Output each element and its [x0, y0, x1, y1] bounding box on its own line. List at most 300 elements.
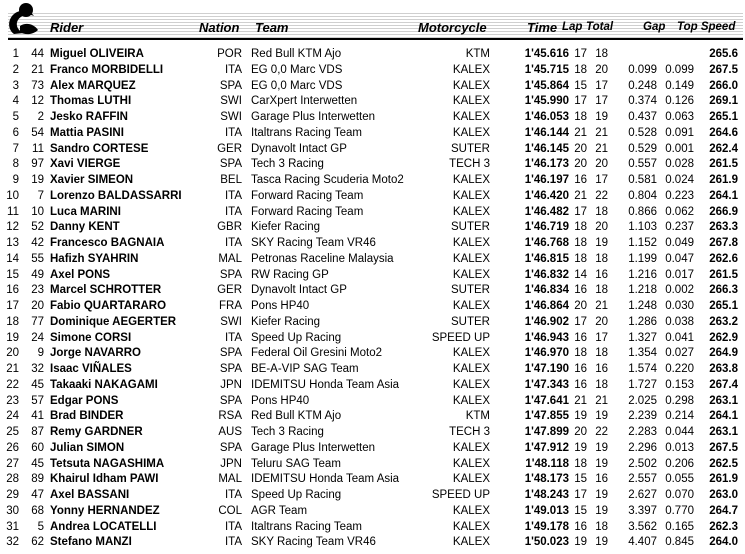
table-row [0, 157, 745, 173]
total-laps: 20 [595, 221, 608, 234]
lap-time: 1'50.023 [524, 536, 569, 549]
lap-time: 1'47.641 [524, 394, 569, 407]
lap-time: 1'45.864 [524, 79, 569, 92]
position: 2 [12, 63, 19, 76]
gap-to-leader: 0.248 [628, 79, 657, 92]
motorcycle-rider-icon [0, 0, 50, 44]
team-name: Garage Plus Interwetten [251, 441, 376, 454]
total-laps: 19 [595, 410, 608, 423]
rider-name: Mattia PASINI [50, 126, 124, 139]
lap-number: 16 [574, 331, 587, 344]
header-team: Team [255, 20, 289, 35]
team-name: CarXpert Interwetten [251, 95, 358, 108]
gap-to-previous: 0.126 [665, 95, 694, 108]
table-row [0, 283, 745, 299]
motorcycle: KALEX [452, 252, 490, 265]
table-row [0, 268, 745, 284]
position: 13 [6, 237, 19, 249]
table-row [0, 205, 745, 221]
rider-number: 42 [31, 237, 44, 249]
total-laps: 22 [595, 426, 608, 438]
position: 15 [6, 268, 19, 281]
table-row [0, 189, 745, 205]
nation: JPN [220, 457, 242, 470]
rider-name: Marcel SCHROTTER [50, 284, 162, 297]
gap-to-leader: 0.557 [628, 158, 657, 171]
position: 26 [6, 441, 19, 454]
total-laps: 18 [595, 378, 608, 391]
top-speed: 264.9 [709, 347, 738, 360]
total-laps: 18 [595, 48, 608, 60]
lap-time: 1'46.970 [524, 347, 569, 360]
team-name: Garage Plus Interwetten [251, 111, 376, 123]
nation: COL [218, 504, 242, 517]
team-name: Forward Racing Team [251, 189, 364, 202]
top-speed: 264.6 [709, 126, 738, 139]
nation: SPA [219, 268, 242, 281]
top-speed: 261.9 [709, 174, 738, 186]
team-name: Red Bull KTM Ajo [251, 48, 342, 60]
rider-name: Franco MORBIDELLI [50, 63, 164, 76]
rider-number: 9 [37, 347, 44, 360]
rider-name: Stefano MANZI [50, 536, 132, 549]
lap-number: 15 [574, 79, 587, 92]
lap-number: 17 [574, 489, 587, 501]
gap-to-leader: 0.099 [628, 63, 657, 76]
gap-to-leader: 2.502 [628, 457, 657, 470]
motorcycle: SUTER [451, 315, 490, 328]
motorcycle: TECH 3 [449, 158, 490, 171]
gap-to-leader: 1.248 [628, 300, 657, 312]
total-laps: 18 [595, 347, 608, 360]
position: 27 [6, 457, 19, 470]
position: 23 [6, 394, 19, 407]
team-name: RW Racing GP [251, 268, 329, 281]
header-top-speed: Top Speed [677, 21, 736, 33]
position: 5 [12, 111, 19, 123]
lap-time: 1'46.832 [524, 268, 569, 281]
top-speed: 264.1 [709, 189, 738, 202]
lap-number: 16 [574, 363, 587, 375]
lap-time: 1'45.715 [524, 63, 569, 76]
rider-number: 68 [31, 504, 44, 517]
lap-number: 20 [574, 158, 587, 171]
lap-time: 1'46.173 [524, 158, 569, 171]
total-laps: 22 [595, 189, 608, 202]
gap-to-previous: 0.298 [665, 394, 694, 407]
lap-time: 1'45.990 [524, 95, 569, 108]
rider-name: Tetsuta NAGASHIMA [50, 457, 165, 470]
team-name: AGR Team [251, 504, 308, 517]
position: 32 [6, 536, 19, 549]
lap-number: 18 [574, 111, 587, 123]
rider-number: 97 [31, 158, 44, 171]
motorcycle: SUTER [451, 142, 490, 155]
top-speed: 263.8 [709, 363, 738, 375]
team-name: SKY Racing Team VR46 [251, 237, 376, 249]
nation: MAL [218, 252, 242, 265]
lap-number: 18 [574, 221, 587, 234]
lap-number: 18 [574, 63, 587, 76]
table-row [0, 126, 745, 142]
top-speed: 264.7 [709, 504, 738, 517]
gap-to-leader: 4.407 [628, 536, 657, 549]
team-name: Tasca Racing Scuderia Moto2 [251, 174, 404, 186]
top-speed: 263.0 [709, 489, 738, 501]
total-laps: 18 [595, 520, 608, 533]
rider-name: Xavi VIERGE [50, 158, 121, 171]
rider-number: 41 [31, 410, 44, 423]
table-row [0, 346, 745, 362]
team-name: Tech 3 Racing [251, 426, 324, 438]
lap-time: 1'49.178 [524, 520, 569, 533]
table-row [0, 220, 745, 236]
gap-to-leader: 1.286 [628, 315, 657, 328]
rider-name: Jorge NAVARRO [50, 347, 141, 360]
table-row [0, 79, 745, 95]
lap-number: 19 [574, 441, 587, 454]
team-name: SKY Racing Team VR46 [251, 536, 376, 549]
top-speed: 263.1 [709, 394, 738, 407]
top-speed: 265.1 [709, 111, 738, 123]
rider-name: Alex MARQUEZ [50, 79, 136, 92]
lap-number: 15 [574, 504, 587, 517]
rider-name: Khairul Idham PAWI [50, 473, 159, 486]
nation: SPA [219, 363, 242, 375]
team-name: Forward Racing Team [251, 205, 364, 218]
lap-time: 1'48.243 [524, 489, 569, 501]
nation: SPA [219, 347, 242, 360]
gap-to-previous: 0.001 [665, 142, 694, 155]
gap-to-previous: 0.237 [665, 221, 694, 234]
position: 19 [6, 331, 19, 344]
team-name: Italtrans Racing Team [251, 126, 363, 139]
top-speed: 261.5 [709, 158, 738, 171]
table-row [0, 488, 745, 504]
motorcycle: KALEX [452, 504, 490, 517]
rider-number: 89 [31, 473, 44, 486]
gap-to-leader: 1.574 [628, 363, 657, 375]
gap-to-leader: 0.374 [628, 95, 657, 108]
lap-time: 1'46.864 [524, 300, 569, 312]
top-speed: 262.6 [709, 252, 738, 265]
rider-name: Danny KENT [50, 221, 120, 234]
motorcycle: KTM [465, 48, 490, 60]
lap-time: 1'46.943 [524, 331, 569, 344]
lap-time: 1'46.145 [524, 142, 569, 155]
gap-to-leader: 1.218 [628, 284, 657, 297]
lap-time: 1'46.834 [524, 284, 569, 297]
motorcycle: KALEX [452, 95, 490, 108]
header-total: Total [586, 21, 614, 33]
nation: AUS [218, 426, 242, 438]
table-header [0, 0, 745, 44]
gap-to-leader: 0.866 [628, 205, 657, 218]
table-row [0, 94, 745, 110]
table-row [0, 315, 745, 331]
motorcycle: KALEX [452, 126, 490, 139]
lap-number: 20 [574, 300, 587, 312]
rider-number: 44 [31, 48, 44, 60]
gap-to-previous: 0.214 [665, 410, 694, 423]
gap-to-previous: 0.028 [665, 158, 694, 171]
top-speed: 267.5 [709, 441, 738, 454]
rider-number: 19 [31, 174, 44, 186]
rider-number: 21 [31, 63, 44, 76]
gap-to-previous: 0.070 [665, 489, 694, 501]
lap-number: 16 [574, 174, 587, 186]
top-speed: 269.1 [709, 95, 738, 108]
lap-time: 1'47.190 [524, 363, 569, 375]
table-row [0, 110, 745, 126]
table-row [0, 378, 745, 394]
nation: SWI [220, 111, 242, 123]
motorcycle: KALEX [452, 189, 490, 202]
rider-name: Jesko RAFFIN [50, 111, 128, 123]
gap-to-leader: 2.627 [628, 489, 657, 501]
rider-name: Andrea LOCATELLI [50, 520, 157, 533]
team-name: EG 0,0 Marc VDS [251, 79, 343, 92]
gap-to-previous: 0.206 [665, 457, 694, 470]
table-row [0, 457, 745, 473]
table-row [0, 504, 745, 520]
rider-number: 57 [31, 394, 44, 407]
total-laps: 19 [595, 111, 608, 123]
lap-time: 1'46.420 [524, 189, 569, 202]
team-name: Speed Up Racing [251, 331, 342, 344]
team-name: Kiefer Racing [251, 221, 321, 234]
gap-to-previous: 0.063 [665, 111, 694, 123]
nation: MAL [218, 473, 242, 486]
total-laps: 17 [595, 331, 608, 344]
lap-time: 1'48.173 [524, 473, 569, 486]
gap-to-leader: 0.529 [628, 142, 657, 155]
position: 24 [6, 410, 19, 423]
lap-number: 17 [574, 315, 587, 328]
total-laps: 20 [595, 315, 608, 328]
header-gap: Gap [643, 21, 666, 33]
position: 3 [12, 79, 19, 92]
position: 21 [6, 363, 19, 375]
motorcycle: KALEX [452, 268, 490, 281]
team-name: IDEMITSU Honda Team Asia [251, 378, 400, 391]
total-laps: 19 [595, 457, 608, 470]
lap-number: 14 [574, 268, 587, 281]
motorcycle: KALEX [452, 378, 490, 391]
lap-time: 1'46.902 [524, 315, 569, 328]
gap-to-previous: 0.845 [665, 536, 694, 549]
motorcycle: KALEX [452, 363, 490, 375]
lap-number: 15 [574, 473, 587, 486]
position: 6 [12, 126, 19, 139]
position: 11 [7, 205, 19, 218]
lap-time: 1'46.197 [524, 174, 569, 186]
motorcycle: KALEX [452, 473, 490, 486]
gap-to-previous: 0.038 [665, 315, 694, 328]
lap-number: 16 [574, 520, 587, 533]
nation: JPN [220, 378, 242, 391]
rider-name: Xavier SIMEON [50, 174, 134, 186]
gap-to-previous: 0.062 [665, 205, 694, 218]
total-laps: 18 [595, 205, 608, 218]
team-name: EG 0,0 Marc VDS [251, 63, 343, 76]
lap-time: 1'46.053 [524, 111, 569, 123]
table-row [0, 394, 745, 410]
lap-number: 21 [574, 126, 587, 139]
rider-number: 12 [31, 95, 44, 108]
team-name: Pons HP40 [251, 394, 310, 407]
total-laps: 21 [595, 142, 608, 155]
rider-number: 52 [31, 221, 44, 234]
position: 14 [6, 252, 19, 265]
table-row [0, 142, 745, 158]
table-row [0, 441, 745, 457]
top-speed: 262.9 [709, 331, 738, 344]
gap-to-previous: 0.030 [665, 300, 694, 312]
motorcycle: KALEX [452, 174, 490, 186]
table-row [0, 331, 745, 347]
position: 16 [6, 284, 19, 297]
lap-number: 17 [574, 205, 587, 218]
lap-time: 1'47.343 [524, 378, 569, 391]
top-speed: 266.3 [709, 284, 738, 297]
gap-to-leader: 1.354 [628, 347, 657, 360]
motorcycle: SPEED UP [431, 331, 490, 344]
team-name: Speed Up Racing [251, 489, 342, 501]
lap-time: 1'46.815 [524, 252, 569, 265]
rider-number: 47 [31, 489, 44, 501]
rider-number: 45 [31, 457, 44, 470]
rider-number: 62 [31, 536, 44, 549]
results-table [0, 47, 745, 551]
table-row [0, 425, 745, 441]
lap-time: 1'46.482 [524, 205, 569, 218]
gap-to-previous: 0.055 [665, 473, 694, 486]
nation: ITA [224, 536, 242, 549]
rider-name: Julian SIMON [50, 441, 125, 454]
nation: BEL [220, 174, 242, 186]
lap-number: 18 [574, 237, 587, 249]
position: 18 [6, 315, 19, 328]
rider-name: Fabio QUARTARARO [50, 300, 167, 312]
position: 20 [6, 347, 19, 360]
table-row [0, 535, 745, 551]
rider-name: Thomas LUTHI [50, 95, 132, 108]
nation: ITA [224, 237, 242, 249]
rider-number: 49 [31, 268, 44, 281]
top-speed: 265.6 [709, 48, 738, 60]
gap-to-previous: 0.153 [665, 378, 694, 391]
lap-number: 20 [574, 426, 587, 438]
position: 28 [6, 473, 19, 486]
gap-to-previous: 0.091 [665, 126, 694, 139]
rider-name: Francesco BAGNAIA [50, 237, 165, 249]
rider-number: 55 [31, 252, 44, 265]
rider-name: Isaac VIÑALES [50, 363, 132, 375]
top-speed: 262.5 [709, 457, 738, 470]
nation: ITA [224, 63, 242, 76]
rider-name: Yonny HERNANDEZ [50, 504, 160, 517]
rider-number: 2 [37, 111, 44, 123]
top-speed: 263.3 [709, 221, 738, 234]
table-row [0, 362, 745, 378]
nation: ITA [224, 189, 242, 202]
total-laps: 21 [595, 300, 608, 312]
nation: ITA [224, 489, 242, 501]
position: 8 [12, 158, 19, 171]
nation: FRA [219, 300, 242, 312]
top-speed: 263.2 [709, 315, 738, 328]
top-speed: 267.5 [709, 63, 738, 76]
lap-time: 1'48.118 [525, 457, 569, 470]
team-name: Red Bull KTM Ajo [251, 410, 342, 423]
header-stripes [8, 12, 743, 38]
rider-number: 45 [31, 378, 44, 391]
nation: SPA [219, 158, 242, 171]
header-nation: Nation [199, 20, 240, 35]
gap-to-previous: 0.770 [665, 504, 694, 517]
table-row [0, 173, 745, 189]
lap-number: 19 [574, 410, 587, 423]
total-laps: 16 [595, 473, 608, 486]
lap-number: 21 [574, 189, 587, 202]
position: 31 [6, 520, 19, 533]
motorcycle: KTM [465, 410, 490, 423]
rider-name: Takaaki NAKAGAMI [50, 378, 158, 391]
nation: GER [217, 284, 242, 297]
rider-number: 24 [31, 331, 44, 344]
table-row [0, 299, 745, 315]
gap-to-leader: 2.283 [628, 426, 657, 438]
gap-to-leader: 3.397 [628, 504, 657, 517]
nation: GER [217, 142, 242, 155]
rider-number: 77 [31, 315, 44, 328]
top-speed: 261.5 [709, 268, 738, 281]
header-motorcycle: Motorcycle [418, 20, 487, 35]
total-laps: 17 [595, 79, 608, 92]
position: 10 [6, 189, 19, 202]
total-laps: 19 [595, 504, 608, 517]
motorcycle: SUTER [451, 284, 490, 297]
rider-name: Hafizh SYAHRIN [50, 252, 139, 265]
rider-number: 87 [31, 426, 44, 438]
gap-to-leader: 0.581 [628, 174, 657, 186]
gap-to-previous: 0.220 [665, 363, 694, 375]
rider-number: 73 [31, 79, 44, 92]
total-laps: 19 [595, 536, 608, 549]
lap-time: 1'47.912 [524, 441, 569, 454]
rider-name: Axel BASSANI [50, 489, 130, 501]
table-row [0, 47, 745, 63]
gap-to-leader: 1.727 [628, 378, 657, 391]
position: 9 [12, 174, 19, 186]
nation: ITA [224, 205, 242, 218]
position: 7 [12, 142, 19, 155]
motorcycle: KALEX [452, 536, 490, 549]
gap-to-leader: 1.199 [628, 252, 657, 265]
position: 29 [6, 489, 19, 501]
team-name: Pons HP40 [251, 300, 310, 312]
gap-to-previous: 0.013 [665, 441, 694, 454]
top-speed: 264.0 [709, 536, 738, 549]
motorcycle: KALEX [452, 205, 490, 218]
gap-to-leader: 1.327 [628, 331, 657, 344]
team-name: IDEMITSU Honda Team Asia [251, 473, 400, 486]
motorcycle: KALEX [452, 441, 490, 454]
rider-name: Remy GARDNER [50, 426, 143, 438]
team-name: Teluru SAG Team [251, 457, 341, 470]
lap-time: 1'47.855 [524, 410, 569, 423]
